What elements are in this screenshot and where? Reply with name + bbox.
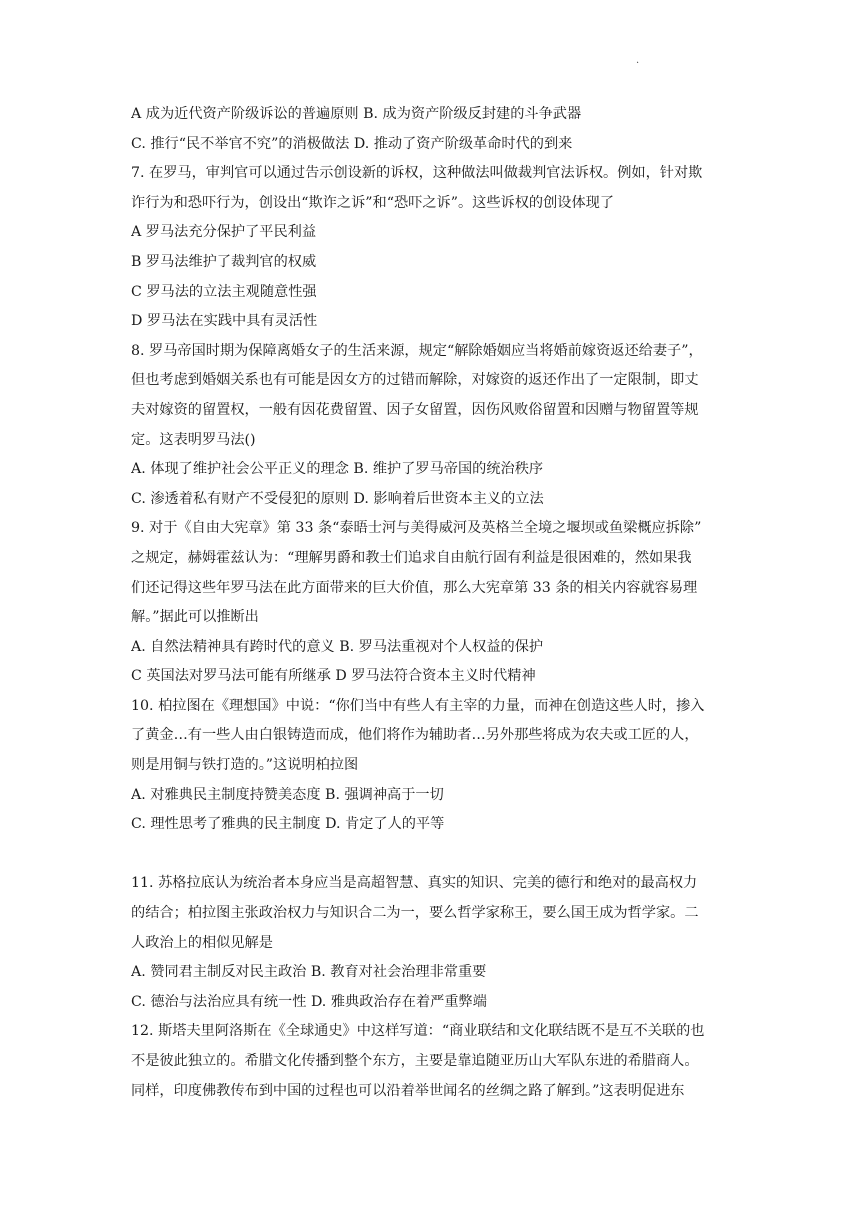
text-line: 则是用铜与铁打造的。”这说明柏拉图 xyxy=(131,757,359,774)
text-line: 解。”据此可以推断出 xyxy=(131,609,259,626)
text-line: C. 渗透着私有财产不受侵犯的原则 D. 影响着后世资本主义的立法 xyxy=(131,490,544,507)
question-block xyxy=(131,337,731,515)
text-line: A 罗马法充分保护了平民利益 xyxy=(131,224,317,241)
text-line: 同样，印度佛教传布到中国的过程也可以沿着举世闻名的丝绸之路了解到。”这表明促进东 xyxy=(131,1082,685,1099)
text-line: 之规定，赫姆霍兹认为：“理解男爵和教士们追求自由航行固有利益是很困难的，然如果我 xyxy=(131,549,692,566)
text-line: 不是彼此独立的。希腊文化传播到整个东方，主要是靠追随亚历山大军队东进的希腊商人。 xyxy=(131,1053,699,1069)
question-block xyxy=(131,1017,731,1106)
text-line: A. 对雅典民主制度持赞美态度 B. 强调神高于一切 xyxy=(131,786,444,803)
text-line: 11. 苏格拉底认为统治者本身应当是高超智慧、真实的知识、完美的德行和绝对的最高权力 xyxy=(131,875,698,892)
text-line: 9. 对于《自由大宪章》第 33 条“泰晤士河与美得威河及英格兰全境之堰坝或鱼梁概应拆除” xyxy=(131,520,702,537)
text-line: A 成为近代资产阶级诉讼的普遍原则 B. 成为资产阶级反封建的斗争武器 xyxy=(131,106,582,122)
text-line: 8. 罗马帝国时期为保障离婚女子的生活来源，规定“解除婚姻应当将婚前嫁资返还给妻子”， xyxy=(131,342,703,359)
text-line: C. 理性思考了雅典的民主制度 D. 肯定了人的平等 xyxy=(131,816,445,833)
text-line: C. 德治与法治应具有统一性 D. 雅典政治存在着严重弊端 xyxy=(131,993,487,1010)
text-line: B 罗马法维护了裁判官的权威 xyxy=(131,253,317,270)
text-line: 12. 斯塔夫里阿洛斯在《全球通史》中这样写道：“商业联结和文化联结既不是互不关联的也 xyxy=(131,1023,705,1040)
question-block xyxy=(131,869,731,1017)
text-line: A. 自然法精神具有跨时代的意义 B. 罗马法重视对个人权益的保护 xyxy=(131,638,544,655)
paragraph-gap xyxy=(131,840,731,870)
question-block xyxy=(131,514,731,692)
text-line: A. 体现了维护社会公平正义的理念 B. 维护了罗马帝国的统治秩序 xyxy=(131,461,544,478)
header-mark: · xyxy=(636,58,640,69)
text-line: 们还记得这些年罗马法在此方面带来的巨大价值，那么大宪章第 33 条的相关内容就容易理 xyxy=(131,579,698,596)
text-line: 人政治上的相似见解是 xyxy=(131,934,273,951)
text-line: 夫对嫁资的留置权，一般有因花费留置、因子女留置，因伤风败俗留置和因赠与物留置等规 xyxy=(131,401,699,418)
question-content xyxy=(131,100,731,1106)
question-block xyxy=(131,100,731,159)
question-block xyxy=(131,692,731,840)
text-line: 了黄金…有一些人由白银铸造而成，他们将作为辅助者…另外那些将成为农夫或工匠的人， xyxy=(131,727,699,744)
text-line: C. 推行“民不举官不究”的消极做法 D. 推动了资产阶级革命时代的到来 xyxy=(131,135,573,152)
text-line: 但也考虑到婚姻关系也有可能是因女方的过错而解除，对嫁资的返还作出了一定限制，即丈 xyxy=(131,372,699,389)
text-line: C 罗马法的立法主观随意性强 xyxy=(131,283,317,300)
text-line: 诈行为和恐吓行为，创设出“欺诈之诉”和“恐吓之诉”。这些诉权的创设体现了 xyxy=(131,194,615,211)
text-line: C 英国法对罗马法可能有所继承 D 罗马法符合资本主义时代精神 xyxy=(131,668,536,685)
text-line: D 罗马法在实践中具有灵活性 xyxy=(131,313,318,330)
text-line: A. 赞同君主制反对民主政治 B. 教育对社会治理非常重要 xyxy=(131,964,487,981)
text-line: 7. 在罗马，审判官可以通过告示创设新的诉权，这种做法叫做裁判官法诉权。例如，针对欺 xyxy=(131,165,703,182)
text-line: 的结合；柏拉图主张政治权力与知识合二为一，要么哲学家称王，要么国王成为哲学家。二 xyxy=(131,905,699,922)
text-line: 10. 柏拉图在《理想国》中说：“你们当中有些人有主宰的力量，而神在创造这些人时，掺入 xyxy=(131,697,705,714)
text-line: 定。这表明罗马法() xyxy=(131,431,256,448)
question-block xyxy=(131,159,731,337)
